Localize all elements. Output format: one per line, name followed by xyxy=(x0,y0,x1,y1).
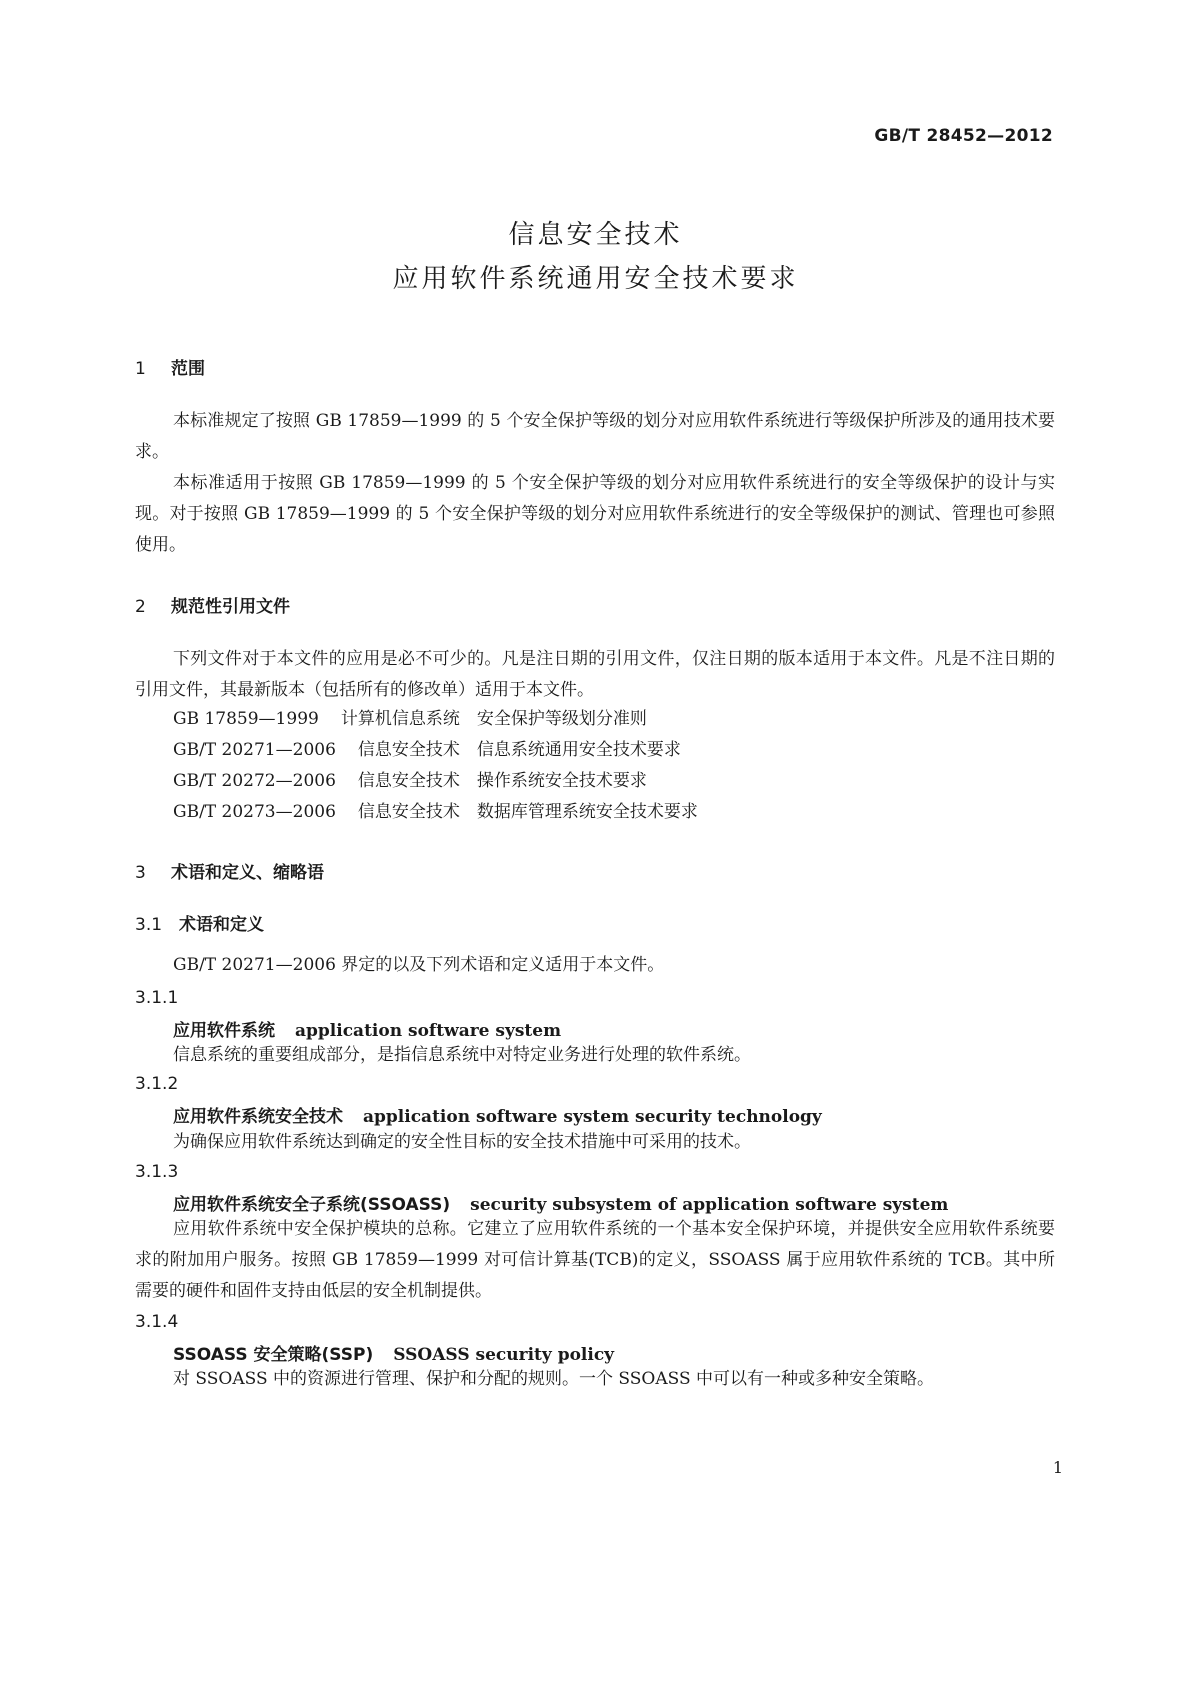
reference-title: 信息安全技术 信息系统通用安全技术要求 xyxy=(357,740,681,760)
term-zh: 应用软件系统安全技术 xyxy=(173,1107,343,1127)
title-line-2: 应用软件系统通用安全技术要求 xyxy=(392,264,799,294)
paragraph: GB/T 20271—2006 界定的以及下列术语和定义适用于本文件。 xyxy=(173,955,665,975)
section-3-heading xyxy=(135,858,324,883)
term-definition xyxy=(135,1127,1055,1158)
section-number: 3 xyxy=(135,863,146,883)
reference-title: 信息安全技术 数据库管理系统安全技术要求 xyxy=(357,802,698,822)
term-name xyxy=(173,1190,948,1215)
term-id: 3.1.2 xyxy=(135,1074,179,1094)
definition-text: 对 SSOASS 中的资源进行管理、保护和分配的规则。一个 SSOASS 中可以有一种或多种安全策略。 xyxy=(173,1369,935,1389)
term-id: 3.1.4 xyxy=(135,1312,179,1332)
reference-code: GB/T 20273—2006 xyxy=(173,802,336,822)
term-definition xyxy=(135,1040,1055,1071)
term-id: 3.1.3 xyxy=(135,1162,179,1182)
section-title: 术语和定义 xyxy=(179,915,264,935)
term-zh: 应用软件系统安全子系统(SSOASS) xyxy=(173,1195,451,1215)
section-3-1-intro xyxy=(135,950,1055,981)
definition-text: 信息系统的重要组成部分，是指信息系统中对特定业务进行处理的软件系统。 xyxy=(173,1045,751,1065)
section-2-intro xyxy=(135,644,1055,706)
reference-code: GB/T 20272—2006 xyxy=(173,771,336,791)
term-en: SSOASS security policy xyxy=(393,1345,615,1365)
reference-list xyxy=(173,704,698,828)
paragraph: 下列文件对于本文件的应用是必不可少的。凡是注日期的引用文件，仅注日期的版本适用于本文件。凡是不注日期的引用文件，其最新版本（包括所有的修改单）适用于本文件。 xyxy=(135,649,1055,700)
term-en: application software system xyxy=(295,1021,562,1041)
term-id: 3.1.1 xyxy=(135,988,179,1008)
definition-text: 应用软件系统中安全保护模块的总称。它建立了应用软件系统的一个基本安全保护环境，并提供安全应用软件系统要求的附加用户服务。按照 GB 17859—1999 对可信计算基(TCB)的定义，SSOASS 属于应用软件系统的 TCB。其中所需要的硬件和固件支持由低层的安全机制提供。 xyxy=(135,1219,1055,1301)
section-title: 术语和定义、缩略语 xyxy=(171,863,324,883)
section-1-heading xyxy=(135,354,205,379)
term-name xyxy=(173,1102,822,1127)
reference-code: GB/T 20271—2006 xyxy=(173,740,336,760)
reference-item xyxy=(173,766,698,797)
section-number: 1 xyxy=(135,359,146,379)
section-title: 范围 xyxy=(171,359,205,379)
reference-title: 计算机信息系统 安全保护等级划分准则 xyxy=(340,709,647,729)
paragraph: 本标准适用于按照 GB 17859—1999 的 5 个安全保护等级的划分对应用软件系统进行的安全等级保护的设计与实现。对于按照 GB 17859—1999 的 5 个安全保护等级的划分对应用软件系统进行的安全等级保护的测试、管理也可参照使用。 xyxy=(135,473,1055,555)
section-number: 3.1 xyxy=(135,915,163,935)
paragraph: 本标准规定了按照 GB 17859—1999 的 5 个安全保护等级的划分对应用软件系统进行等级保护所涉及的通用技术要求。 xyxy=(135,411,1055,462)
section-3-1-heading xyxy=(135,910,264,935)
page-number: 1 xyxy=(1052,1458,1063,1477)
reference-item xyxy=(173,797,698,828)
term-en: security subsystem of application software system xyxy=(470,1195,949,1215)
reference-item xyxy=(173,735,698,766)
term-zh: 应用软件系统 xyxy=(173,1021,275,1041)
term-definition xyxy=(135,1364,1055,1395)
section-number: 2 xyxy=(135,597,146,617)
definition-text: 为确保应用软件系统达到确定的安全性目标的安全技术措施中可采用的技术。 xyxy=(173,1132,751,1152)
reference-item xyxy=(173,704,698,735)
term-name xyxy=(173,1016,561,1041)
reference-title: 信息安全技术 操作系统安全技术要求 xyxy=(357,771,647,791)
section-2-heading xyxy=(135,592,290,617)
term-definition xyxy=(135,1214,1055,1307)
standard-number: GB/T 28452—2012 xyxy=(874,126,1053,146)
section-1-body xyxy=(135,406,1055,561)
term-zh: SSOASS 安全策略(SSP) xyxy=(173,1345,374,1365)
term-en: application software system security technology xyxy=(363,1107,822,1127)
reference-code: GB 17859—1999 xyxy=(173,709,319,729)
title-line-1: 信息安全技术 xyxy=(508,220,683,250)
section-title: 规范性引用文件 xyxy=(171,597,290,617)
term-name xyxy=(173,1340,614,1365)
